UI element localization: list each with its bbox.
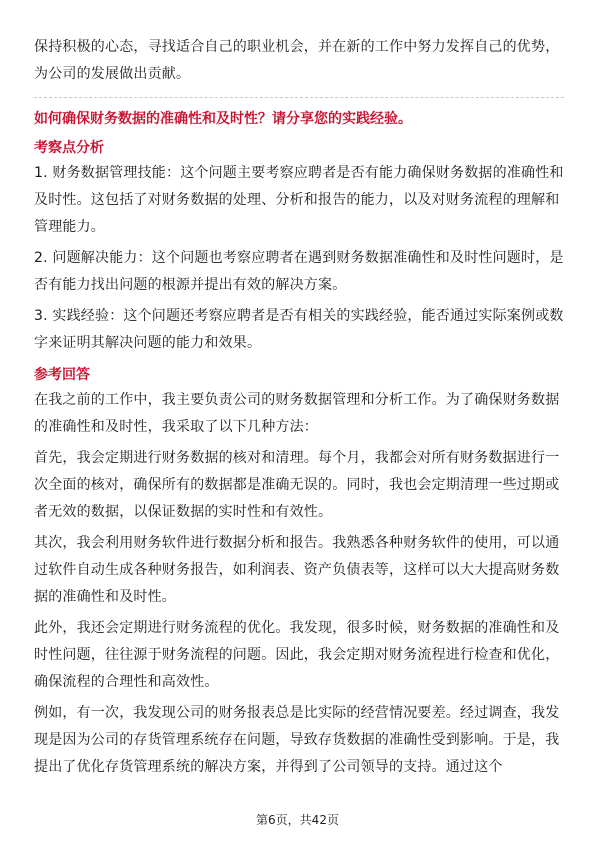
analysis-point: 2. 问题解决能力：这个问题也考察应聘者在遇到财务数据准确性和及时性问题时，是否有能力找出问题的根源并提出有效的解决方案。 xyxy=(34,250,564,293)
analysis-point: 1. 财务数据管理技能：这个问题主要考察应聘者是否有能力确保财务数据的准确性和及时性。这包括了对财务数据的处理、分析和报告的能力，以及对财务流程的理解和管理能力。 xyxy=(34,165,564,235)
answer-paragraph: 此外，我还会定期进行财务流程的优化。我发现，很多时候，财务数据的准确性和及时性问题，往往源于财务流程的问题。因此，我会定期对财务流程进行检查和优化，确保流程的合理性和高效性。 xyxy=(34,620,560,690)
answer-heading: 参考回答 xyxy=(34,367,90,383)
page-footer: 第6页，共42页 xyxy=(256,813,339,827)
answer-paragraph: 在我之前的工作中，我主要负责公司的财务数据管理和分析工作。为了确保财务数据的准确性和及时性，我采取了以下几种方法： xyxy=(34,392,560,435)
section-divider xyxy=(34,97,564,98)
question-title: 如何确保财务数据的准确性和及时性？请分享您的实践经验。 xyxy=(34,111,412,127)
answer-paragraph: 首先，我会定期进行财务数据的核对和清理。每个月，我都会对所有财务数据进行一次全面的核对，确保所有的数据都是准确无误的。同时，我也会定期清理一些过期或者无效的数据，以保证数据的实时性和有效性。 xyxy=(34,450,560,520)
intro-paragraph: 保持积极的心态，寻找适合自己的职业机会，并在新的工作中努力发挥自己的优势，为公司的发展做出贡献。 xyxy=(34,39,560,82)
answer-paragraph: 例如，有一次，我发现公司的财务报表总是比实际的经营情况要差。经过调查，我发现是因为公司的存货管理系统存在问题，导致存货数据的准确性受到影响。于是，我提出了优化存货管理系统的解决方案，并得到了公司领导的支持。通过这个 xyxy=(34,705,560,775)
analysis-heading: 考察点分析 xyxy=(34,140,104,156)
answer-paragraph: 其次，我会利用财务软件进行数据分析和报告。我熟悉各种财务软件的使用，可以通过软件自动生成各种财务报告，如利润表、资产负债表等，这样可以大大提高财务数据的准确性和及时性。 xyxy=(34,535,560,605)
analysis-point: 3. 实践经验：这个问题还考察应聘者是否有相关的实践经验，能否通过实际案例或数字来证明其解决问题的能力和效果。 xyxy=(34,308,564,351)
page-content xyxy=(34,34,564,785)
